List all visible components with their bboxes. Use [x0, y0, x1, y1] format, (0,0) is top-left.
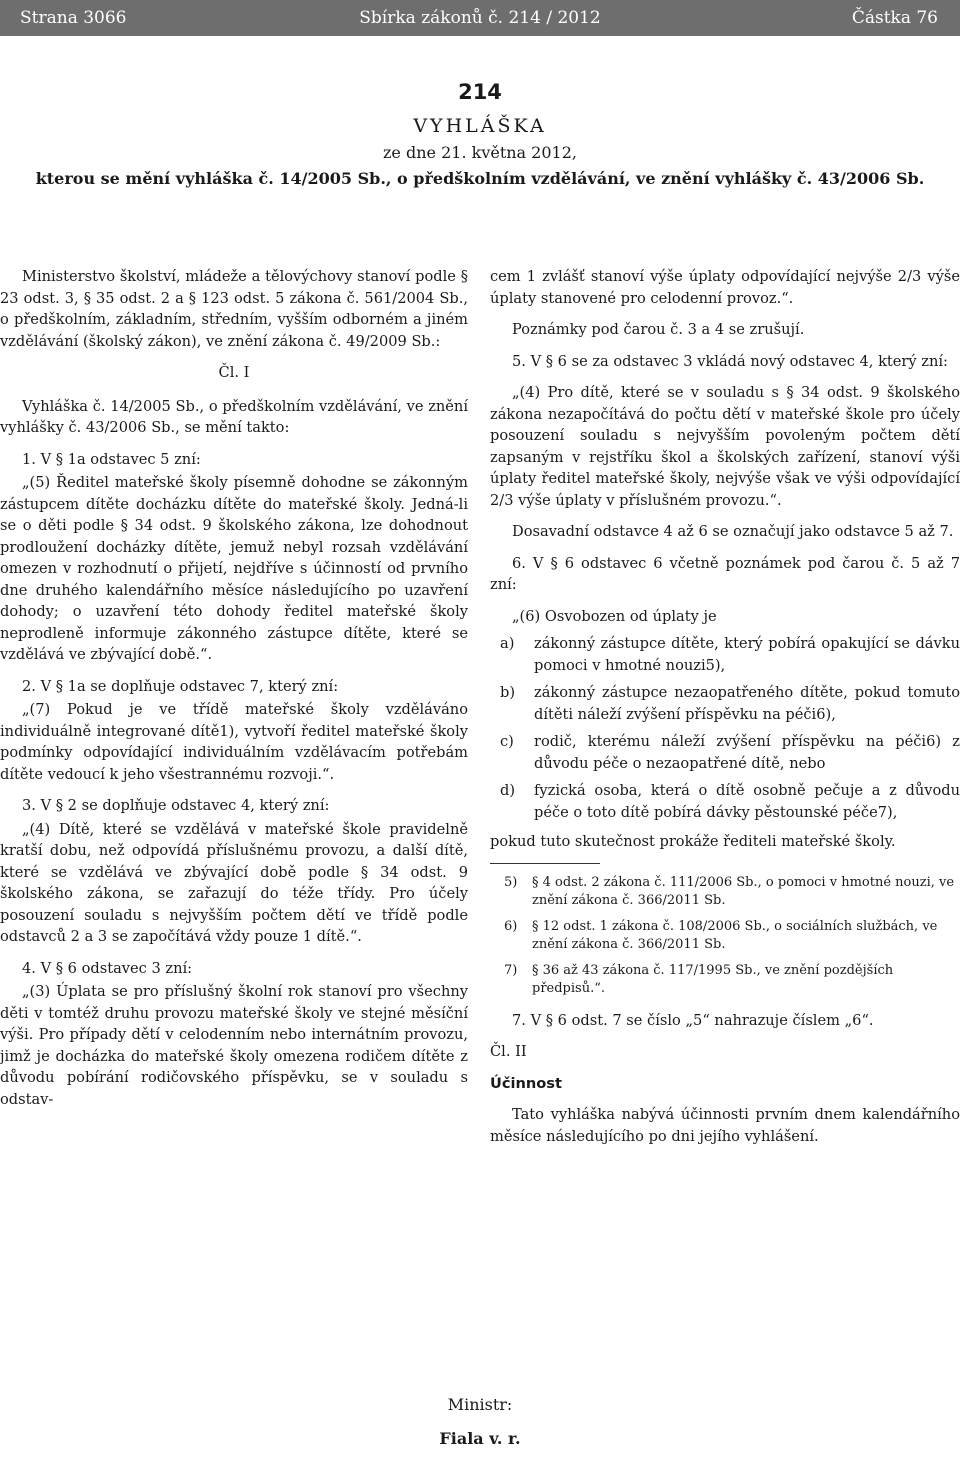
- point-2-text: „(7) Pokud je ve třídě mateřské školy vzděláváno individuálně integrované dítě1), vytvoří ředitel mateřské školy podmínky odpovídající individuálním vzdělávacím potřebám dítěte vedoucí k jeho všestrannému rozvoji.“.: [0, 701, 468, 783]
- signature-role: Ministr:: [447, 1395, 513, 1414]
- point-5-text: „(4) Pro dítě, které se v souladu s § 34 odst. 9 školského zákona nezapočítává do počtu dětí v mateřské škole pro účely posouzení souladu s nejvyšším povoleným počtem dětí zapsaným v rejstříku škol a školských zařízení, stanoví výši úplaty ředitel mateřské školy, nejvýše však ve výši odpovídající 2/3 výše úplaty v příslušném provozu.“.: [490, 384, 960, 509]
- point-4-continuation: cem 1 zvlášť stanoví výše úplaty odpovídající nejvýše 2/3 výše úplaty stanovené pro celodenní provoz.“.: [490, 268, 960, 307]
- page-header: [0, 0, 960, 36]
- point-3-text: „(4) Dítě, které se vzdělává v mateřské škole pravidelně kratší dobu, než odpovídá příslušnému provozu, a další dítě, které se vzdělává ve zbývající době podle § 34 odst. 9 školského zákona, se zařazují do téže třídy. Pro účely posouzení souladu s nejvyšším počtem dětí ve třídě podle odstavců 2 a 3 se započítává vždy pouze 1 dítě.“.: [0, 820, 468, 945]
- article-2-text: Tato vyhláška nabývá účinnosti prvním dnem kalendářního měsíce následujícího po dni jejího vyhlášení.: [490, 1106, 960, 1145]
- signature-block: [0, 1388, 960, 1456]
- page-number: Strana 3066: [20, 8, 127, 28]
- point-4-text: „(3) Úplata se pro příslušný školní rok stanoví pro všechny děti v tomtéž druhu provozu mateřské školy ve stejné měsíční výši. Pro případy dětí v celodenním nebo internátním provozu, jimž je docházka do mateřské školy omezena rodičem dítěte z důvodu pobírání rodičovského příspěvku, se v souladu s odstav-: [0, 983, 468, 1108]
- list-item: d) fyzická osoba, která o dítě osobně pečuje a z důvodu péče o toto dítě pobírá dávky pěstounské péče7),: [500, 782, 960, 821]
- point-2-heading: 2. V § 1a se doplňuje odstavec 7, který zní:: [22, 677, 339, 695]
- article-1-heading: Čl. I: [218, 364, 250, 381]
- signature-name: Fiala v. r.: [439, 1429, 521, 1448]
- point-6-tail: pokud tuto skutečnost prokáže řediteli mateřské školy.: [490, 833, 896, 850]
- document-title-block: [0, 78, 960, 192]
- point-4-heading: 4. V § 6 odstavec 3 zní:: [22, 959, 193, 977]
- point-6-heading: 6. V § 6 odstavec 6 včetně poznámek pod čarou č. 5 až 7 zní:: [490, 554, 960, 593]
- footnotes-removed-note: Poznámky pod čarou č. 3 a 4 se zrušují.: [512, 321, 805, 338]
- footnote-7: 7) § 36 až 43 zákona č. 117/1995 Sb., ve znění pozdějších předpisů.“.: [504, 962, 894, 996]
- list-item: b) zákonný zástupce nezaopatřeného dítěte, pokud tomuto dítěti náleží zvýšení příspěvku na péči6),: [500, 684, 960, 723]
- exemption-list: [490, 633, 960, 823]
- article-2-subheading: Účinnost: [490, 1074, 562, 1092]
- document-type: VYHLÁŠKA: [413, 115, 547, 137]
- list-item: a) zákonný zástupce dítěte, který pobírá opakující se dávku pomoci v hmotné nouzi5),: [500, 635, 960, 674]
- part-label: Částka 76: [851, 8, 938, 28]
- renumbering-note: Dosavadní odstavce 4 až 6 se označují jako odstavce 5 až 7.: [512, 523, 954, 540]
- left-column: [0, 266, 468, 1120]
- document-number: 214: [458, 80, 502, 104]
- right-column: [490, 266, 960, 1157]
- article-1-intro: Vyhláška č. 14/2005 Sb., o předškolním vzdělávání, ve znění vyhlášky č. 43/2006 Sb., se mění takto:: [0, 397, 468, 436]
- collection-label: Sbírka zákonů č. 214 / 2012: [359, 8, 601, 28]
- point-7: 7. V § 6 odst. 7 se číslo „5“ nahrazuje číslem „6“.: [512, 1011, 874, 1029]
- point-1-text: „(5) Ředitel mateřské školy písemně dohodne se zákonným zástupcem dítěte docházku dítěte do mateřské školy. Jedná-li se o děti podle § 34 odst. 9 školského zákona, lze dohodnout prodloužení docházky dítěte, jemuž nebyl rozsah vzdělávání omezen v rozhodnutí o přijetí, nejdříve s účinností od prvního dne druhého kalendářního měsíce následujícího po uzavření dohody; o uzavření této dohody ředitel mateřské školy neprodleně informuje zákonného zástupce dítěte, které se vzdělává ve zbývající době.“.: [0, 474, 468, 663]
- footnote-divider: [490, 863, 600, 864]
- point-3-heading: 3. V § 2 se doplňuje odstavec 4, který zní:: [22, 797, 330, 814]
- article-2-heading: Čl. II: [490, 1043, 527, 1060]
- point-5-heading: 5. V § 6 se za odstavec 3 vkládá nový odstavec 4, který zní:: [512, 352, 948, 370]
- point-6-text: „(6) Osvobozen od úplaty je: [512, 607, 717, 625]
- document-date: ze dne 21. května 2012,: [383, 143, 577, 162]
- footnote-5: 5) § 4 odst. 2 zákona č. 111/2006 Sb., o pomoci v hmotné nouzi, ve znění zákona č. 366/2011 Sb.: [504, 874, 955, 908]
- preamble: Ministerstvo školství, mládeže a tělovýchovy stanoví podle § 23 odst. 3, § 35 odst. 2 a § 123 odst. 5 zákona č. 561/2004 Sb., o předškolním, základním, středním, vyšším odborném a jiném vzdělávání (školský zákon), ve znění zákona č. 49/2009 Sb.:: [0, 268, 468, 350]
- footnote-6: 6) § 12 odst. 1 zákona č. 108/2006 Sb., o sociálních službách, ve znění zákona č. 366/2011 Sb.: [504, 918, 938, 952]
- document-subject: kterou se mění vyhláška č. 14/2005 Sb., o předškolním vzdělávání, ve znění vyhlášky č. 43/2006 Sb.: [35, 169, 925, 188]
- list-item: c) rodič, kterému náleží zvýšení příspěvku na péči6) z důvodu péče o nezaopatřené dítě, nebo: [500, 733, 960, 772]
- point-1-heading: 1. V § 1a odstavec 5 zní:: [22, 450, 201, 468]
